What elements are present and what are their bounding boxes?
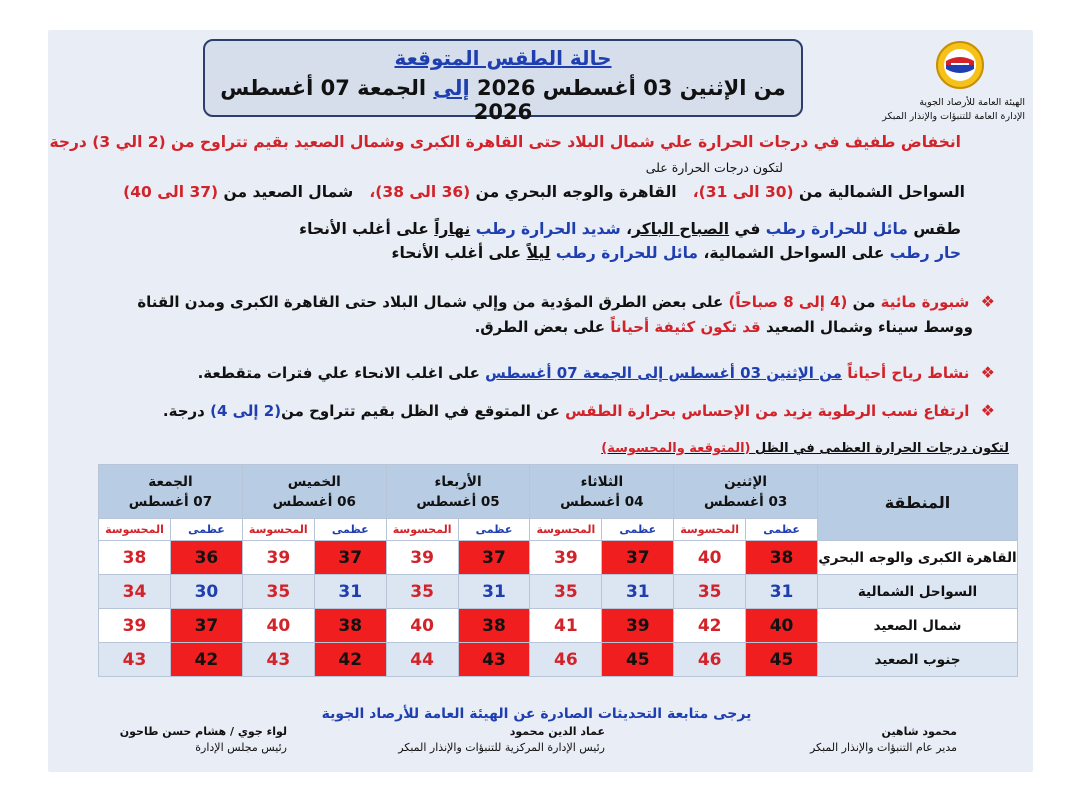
weather-l1-b: مائل للحرارة رطب xyxy=(765,220,908,238)
bulletin-title: حالة الطقس المتوقعة xyxy=(394,46,612,70)
region-header: المنطقة xyxy=(818,465,1018,541)
footer-note: يرجى متابعة التحديثات الصادرة عن الهيئة العامة للأرصاد الجوية xyxy=(321,706,752,722)
max-temp-cell: 45 xyxy=(746,643,818,677)
weather-l1-h: على أغلب الأنحاء xyxy=(299,220,429,238)
max-temp-cell: 30 xyxy=(170,575,242,609)
table-caption-b: (المتوقعة والمحسوسة) xyxy=(601,441,751,456)
fog-from: من xyxy=(852,293,876,311)
weather-l1-e: ، xyxy=(626,220,633,238)
sig3-role: رئيس مجلس الإدارة xyxy=(195,741,287,754)
weather-l2-b: على السواحل الشمالية، xyxy=(703,244,885,262)
feel-temp-cell: 39 xyxy=(530,541,602,575)
region-cell: القاهرة الكبرى والوجه البحري xyxy=(818,541,1018,575)
day-header: الخميس 06 أغسطس xyxy=(242,465,386,519)
wind-label: نشاط رياح أحياناً xyxy=(847,364,970,382)
feel-temp-cell: 46 xyxy=(674,643,746,677)
feel-temp-cell: 38 xyxy=(99,541,171,575)
humidity-end: درجة. xyxy=(162,402,205,420)
feel-temp-cell: 41 xyxy=(530,609,602,643)
feel-temp-cell: 39 xyxy=(386,541,458,575)
title-box xyxy=(203,39,803,124)
weather-l2-a: حار رطب xyxy=(889,244,961,262)
max-temp-cell: 36 xyxy=(170,541,242,575)
range-end: الجمعة 07 أغسطس 2026 xyxy=(220,76,533,124)
fog-label: شبورة مائية xyxy=(880,293,970,311)
fog-rest: على بعض الطرق المؤدية من وإلي شمال البلاد حتى القاهرة الكبرى ومدن القناة xyxy=(137,293,724,311)
day-header: الإثنين 03 أغسطس xyxy=(674,465,818,519)
north-upper-range: (37 الى 40) xyxy=(123,183,219,201)
weather-line-1 xyxy=(299,220,961,238)
max-temp-cell: 37 xyxy=(458,541,530,575)
max-temp-cell: 38 xyxy=(314,609,386,643)
max-label: عظمى xyxy=(458,519,530,541)
max-temp-cell: 38 xyxy=(746,541,818,575)
fog-time: (4 إلى 8 صباحاً) xyxy=(728,293,848,311)
fog-bullet xyxy=(137,292,995,311)
table-caption xyxy=(601,441,1009,456)
org-line-1: الهيئة العامة للأرصاد الجوية xyxy=(919,97,1025,108)
weather-line-2 xyxy=(392,244,961,262)
sig1-role: مدير عام التنبؤات والإنذار المبكر xyxy=(809,741,957,754)
max-temp-cell: 42 xyxy=(314,643,386,677)
coast-range: (30 الى 31)، xyxy=(692,183,794,201)
range-start: من الإثنين 03 أغسطس 2026 xyxy=(477,76,786,100)
weather-l2-d: ليلاً xyxy=(526,244,551,262)
feel-temp-cell: 46 xyxy=(530,643,602,677)
day-header: الثلاثاء 04 أغسطس xyxy=(530,465,674,519)
feel-temp-cell: 35 xyxy=(530,575,602,609)
fog-l2-b: قد تكون كثيفة أحياناً xyxy=(610,318,761,336)
feel-temp-cell: 39 xyxy=(99,609,171,643)
fog-l2-a: ووسط سيناء وشمال الصعيد xyxy=(765,318,973,336)
region-cell: شمال الصعيد xyxy=(818,609,1018,643)
org-line-2: الإدارة العامة للتنبؤات والإنذار المبكر xyxy=(882,111,1025,122)
organization-name xyxy=(882,96,1025,124)
humidity-mid: عن المتوقع في الظل بقيم تتراوح من xyxy=(281,402,560,420)
max-temp-cell: 31 xyxy=(458,575,530,609)
temperature-table xyxy=(98,464,1018,677)
bullet-diamond-icon: ❖ xyxy=(980,363,995,382)
max-temp-cell: 42 xyxy=(170,643,242,677)
cairo-label: القاهرة والوجه البحري من xyxy=(475,183,677,201)
day-header: الأربعاء 05 أغسطس xyxy=(386,465,530,519)
sig3-name: لواء جوي / هشام حسن طاحون xyxy=(119,725,287,738)
feel-label: المحسوسة xyxy=(99,519,171,541)
feel-label: المحسوسة xyxy=(530,519,602,541)
humidity-range: (2 إلى 4) xyxy=(210,402,282,420)
temperature-ranges-line xyxy=(123,183,965,201)
feel-label: المحسوسة xyxy=(242,519,314,541)
coast-label: السواحل الشمالية من xyxy=(799,183,965,201)
weather-l2-e: على أغلب الأنحاء xyxy=(391,244,522,262)
north-upper-label: شمال الصعيد من xyxy=(223,183,354,201)
wind-rest: على اغلب الانحاء علي فترات متقطعة. xyxy=(197,364,480,382)
weather-l2-c: مائل للحرارة رطب xyxy=(555,244,699,262)
sig1-name: محمود شاهين xyxy=(881,725,957,738)
max-temp-cell: 31 xyxy=(314,575,386,609)
feel-temp-cell: 44 xyxy=(386,643,458,677)
weather-l1-g: نهاراً xyxy=(434,220,471,238)
feel-label: المحسوسة xyxy=(386,519,458,541)
temperature-sub-line: لتكون درجات الحرارة على xyxy=(645,160,783,175)
region-cell: جنوب الصعيد xyxy=(818,643,1018,677)
table-row xyxy=(99,541,1018,575)
table-row xyxy=(99,575,1018,609)
temperature-drop-line: انخفاض طفيف في درجات الحرارة علي شمال البلاد حتى القاهرة الكبرى وشمال الصعيد بقيم تتراوح من (2 الي 3) درجة xyxy=(49,133,961,151)
weather-l1-c: في xyxy=(734,220,761,238)
humidity-label: ارتفاع نسب الرطوبة يزيد من الإحساس بحرارة الطقس xyxy=(565,402,970,420)
bullet-diamond-icon: ❖ xyxy=(980,292,995,311)
max-temp-cell: 37 xyxy=(602,541,674,575)
feel-temp-cell: 35 xyxy=(242,575,314,609)
fog-bullet-line-2 xyxy=(475,318,973,336)
feel-label: المحسوسة xyxy=(674,519,746,541)
max-label: عظمى xyxy=(602,519,674,541)
bullet-diamond-icon: ❖ xyxy=(980,401,995,420)
max-label: عظمى xyxy=(314,519,386,541)
meteorological-authority-logo xyxy=(935,40,985,90)
feel-temp-cell: 40 xyxy=(242,609,314,643)
feel-temp-cell: 43 xyxy=(242,643,314,677)
wind-bullet xyxy=(198,363,995,382)
max-temp-cell: 39 xyxy=(602,609,674,643)
table-row xyxy=(99,643,1018,677)
feel-temp-cell: 43 xyxy=(99,643,171,677)
max-temp-cell: 31 xyxy=(602,575,674,609)
range-to: إلى xyxy=(433,76,470,100)
max-temp-cell: 37 xyxy=(170,609,242,643)
feel-temp-cell: 40 xyxy=(674,541,746,575)
bulletin-date-range xyxy=(205,76,801,124)
table-row xyxy=(99,609,1018,643)
max-temp-cell: 43 xyxy=(458,643,530,677)
day-header: الجمعة 07 أغسطس xyxy=(99,465,243,519)
signature-1 xyxy=(810,724,957,756)
feel-temp-cell: 39 xyxy=(242,541,314,575)
weather-l1-f: شديد الحرارة رطب xyxy=(475,220,621,238)
fog-l2-c: على بعض الطرق. xyxy=(474,318,605,336)
feel-temp-cell: 42 xyxy=(674,609,746,643)
weather-l1-d: الصباح الباكر xyxy=(632,220,730,238)
region-cell: السواحل الشمالية xyxy=(818,575,1018,609)
feel-temp-cell: 35 xyxy=(386,575,458,609)
feel-temp-cell: 35 xyxy=(674,575,746,609)
max-temp-cell: 31 xyxy=(746,575,818,609)
humidity-bullet xyxy=(163,401,995,420)
signature-3 xyxy=(120,724,287,756)
max-label: عظمى xyxy=(170,519,242,541)
sig2-role: رئيس الإدارة المركزية للتنبؤات والإنذار المبكر xyxy=(398,741,605,754)
feel-temp-cell: 40 xyxy=(386,609,458,643)
cairo-range: (36 الى 38)، xyxy=(369,183,471,201)
max-temp-cell: 40 xyxy=(746,609,818,643)
sig2-name: عماد الدين محمود xyxy=(509,725,605,738)
max-temp-cell: 38 xyxy=(458,609,530,643)
weather-l1-a: طقس xyxy=(913,220,961,238)
table-caption-a: لتكون درجات الحرارة العظمى في الظل xyxy=(755,441,1009,456)
max-temp-cell: 37 xyxy=(314,541,386,575)
wind-dates: من الإثنين 03 أغسطس إلى الجمعة 07 أغسطس xyxy=(485,364,842,382)
max-temp-cell: 45 xyxy=(602,643,674,677)
signature-2 xyxy=(398,724,605,756)
feel-temp-cell: 34 xyxy=(99,575,171,609)
max-label: عظمى xyxy=(746,519,818,541)
